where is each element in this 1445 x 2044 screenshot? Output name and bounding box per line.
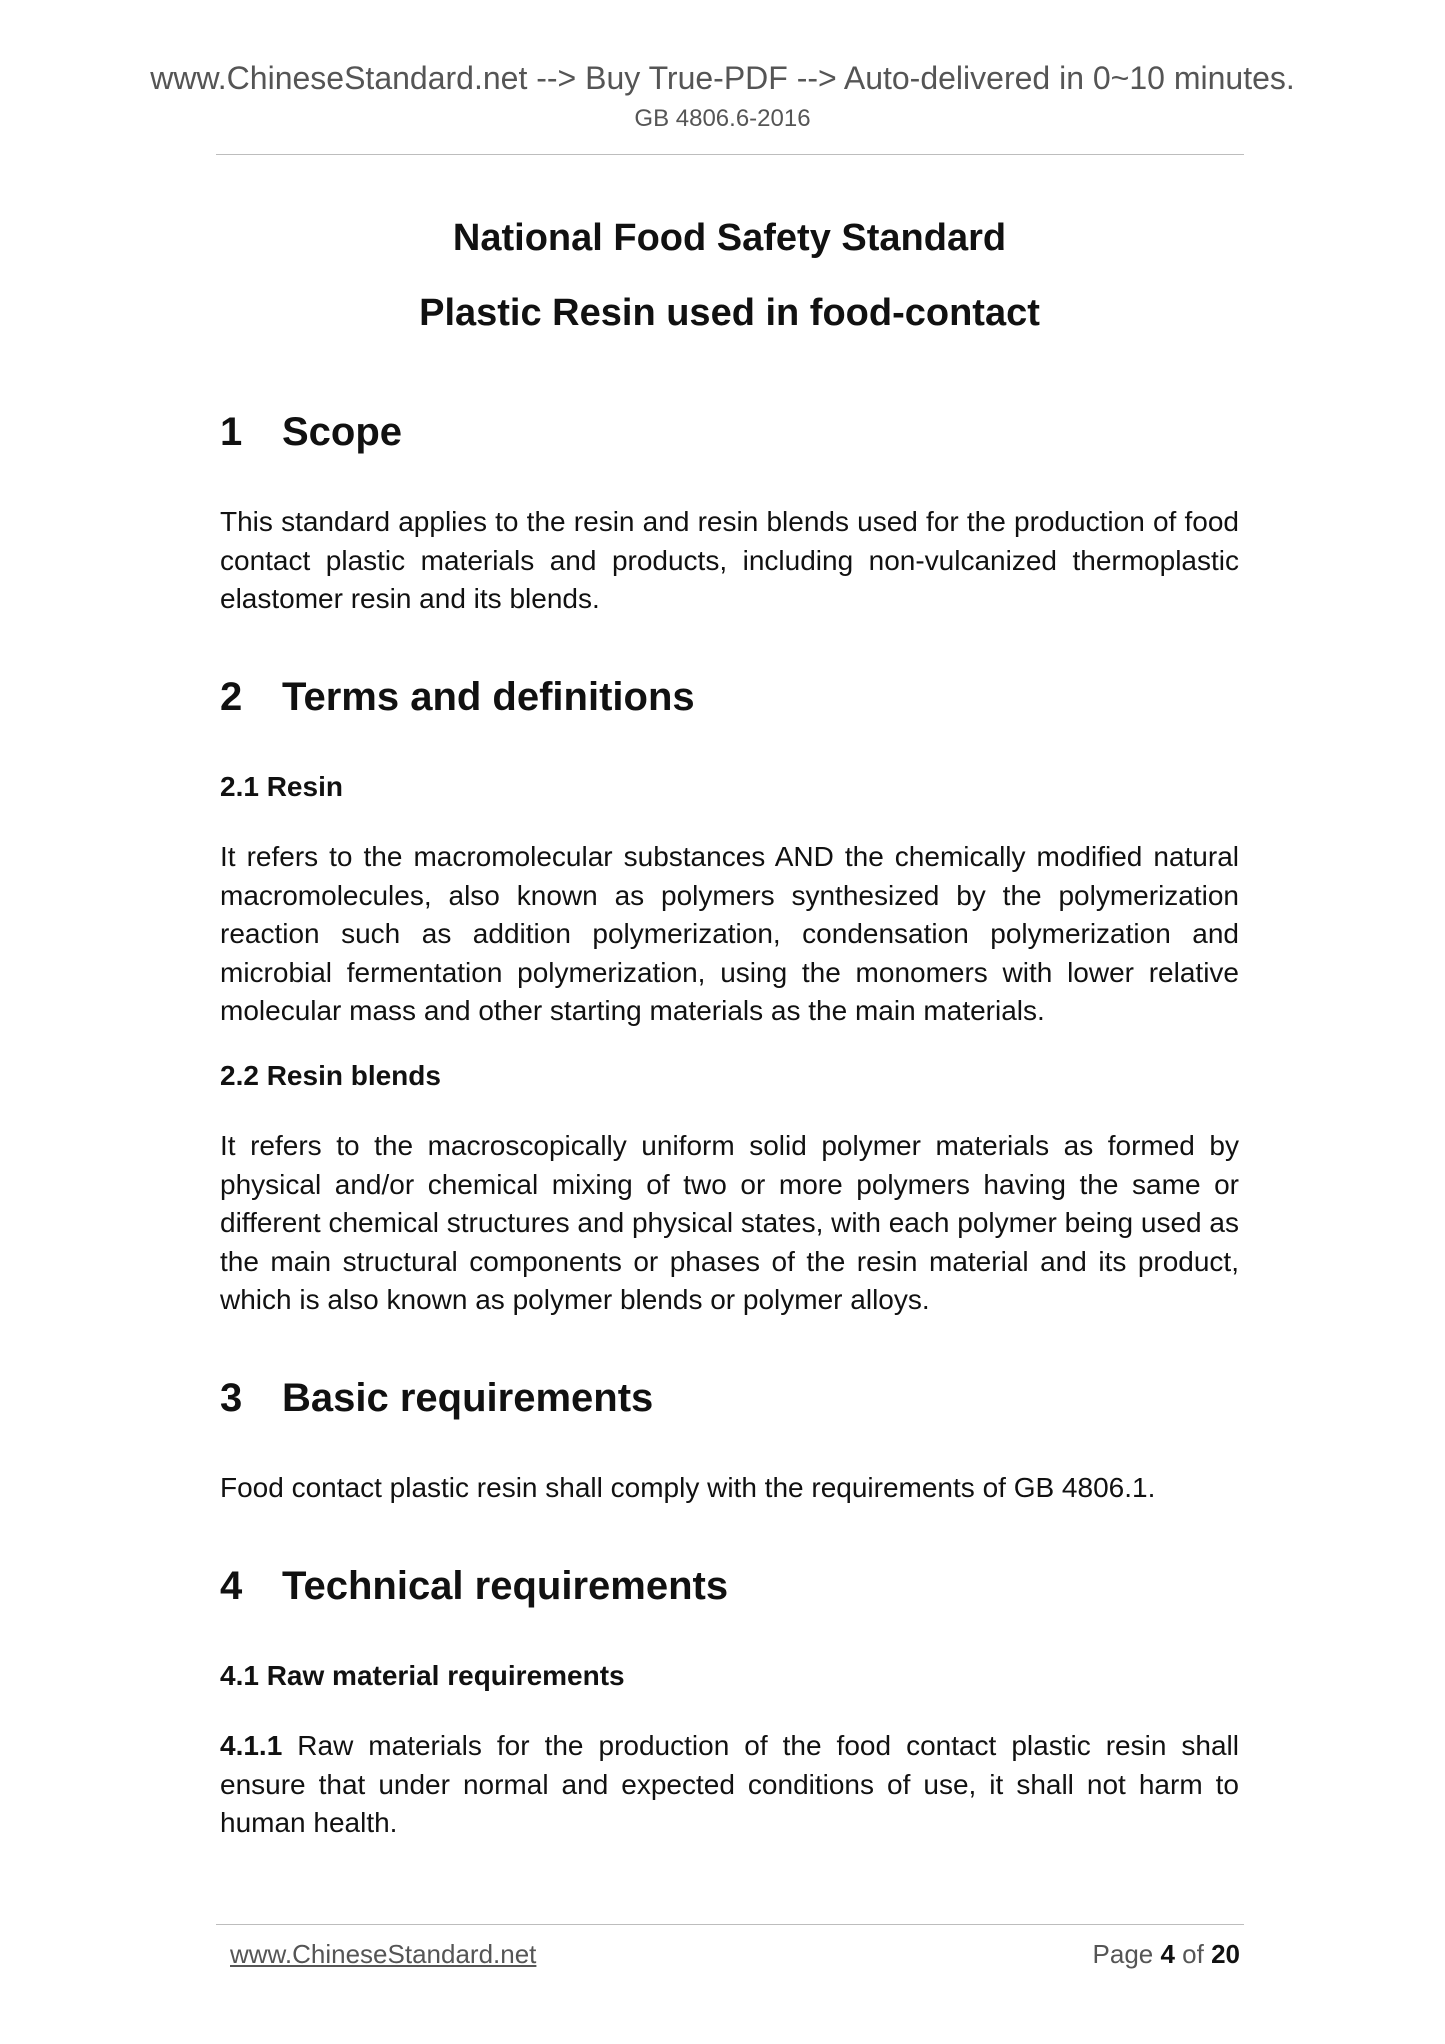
clause-text: Raw materials for the production of the food contact plastic resin shall ensure that under normal and expected conditions of use, it shall not harm to human health. bbox=[220, 1730, 1239, 1838]
page-of: of bbox=[1174, 1939, 1212, 1969]
section-heading-terms bbox=[220, 673, 695, 721]
page-total: 20 bbox=[1211, 1939, 1240, 1969]
section-number: 1 bbox=[220, 410, 243, 454]
header-divider bbox=[216, 154, 1244, 155]
section-title: Terms and definitions bbox=[282, 675, 695, 719]
resin-blends-definition-paragraph: It refers to the macroscopically uniform solid polymer materials as formed by physical and/or chemical mixing of two or more polymers having the same or different chemical structures and physical states, with each polymer being used as the main structural components or phases of the resin material and its product, which is also known as polymer blends or polymer alloys. bbox=[220, 1130, 1239, 1315]
footer-website-link[interactable]: www.ChineseStandard.net bbox=[230, 1939, 537, 1969]
resin-definition-paragraph: It refers to the macromolecular substances AND the chemically modified natural macromolecules, also known as polymers synthesized by the polymerization reaction such as addition polymerization, condensation polymerization and microbial fermentation polymerization, using the monomers with lower relative molecular mass and other starting materials as the main materials. bbox=[220, 841, 1239, 1026]
section-title: Scope bbox=[282, 410, 403, 454]
page-current: 4 bbox=[1160, 1939, 1175, 1969]
section-heading-technical-requirements bbox=[220, 1562, 728, 1610]
section-title: Technical requirements bbox=[282, 1564, 729, 1608]
page-number bbox=[1040, 1937, 1240, 1971]
basic-requirements-paragraph: Food contact plastic resin shall comply with the requirements of GB 4806.1. bbox=[220, 1472, 1156, 1503]
section-number: 4 bbox=[220, 1564, 243, 1608]
scope-paragraph: This standard applies to the resin and resin blends used for the production of food contact plastic materials and products, including non-vulcanized thermoplastic elastomer resin and its blends. bbox=[220, 506, 1239, 614]
subsection-heading-resin: 2.1 Resin bbox=[220, 771, 343, 802]
clause-4-1-1-paragraph bbox=[220, 1727, 1239, 1843]
section-number: 3 bbox=[220, 1376, 243, 1420]
section-heading-scope bbox=[220, 408, 402, 456]
section-title: Basic requirements bbox=[282, 1376, 654, 1420]
document-id: GB 4806.6-2016 bbox=[634, 105, 811, 132]
clause-number: 4.1.1 bbox=[220, 1730, 283, 1761]
section-number: 2 bbox=[220, 675, 243, 719]
subsection-heading-raw-material: 4.1 Raw material requirements bbox=[220, 1660, 625, 1691]
subsection-heading-resin-blends: 2.2 Resin blends bbox=[220, 1060, 441, 1091]
footer-divider bbox=[216, 1924, 1244, 1925]
page-title-line1: National Food Safety Standard bbox=[452, 217, 1007, 259]
page-title-line2: Plastic Resin used in food-contact bbox=[419, 292, 1040, 334]
header-banner: www.ChineseStandard.net --> Buy True-PDF --> Auto-delivered in 0~10 minutes. bbox=[150, 60, 1295, 96]
section-heading-basic-requirements bbox=[220, 1374, 653, 1422]
page-prefix: Page bbox=[1092, 1939, 1161, 1969]
